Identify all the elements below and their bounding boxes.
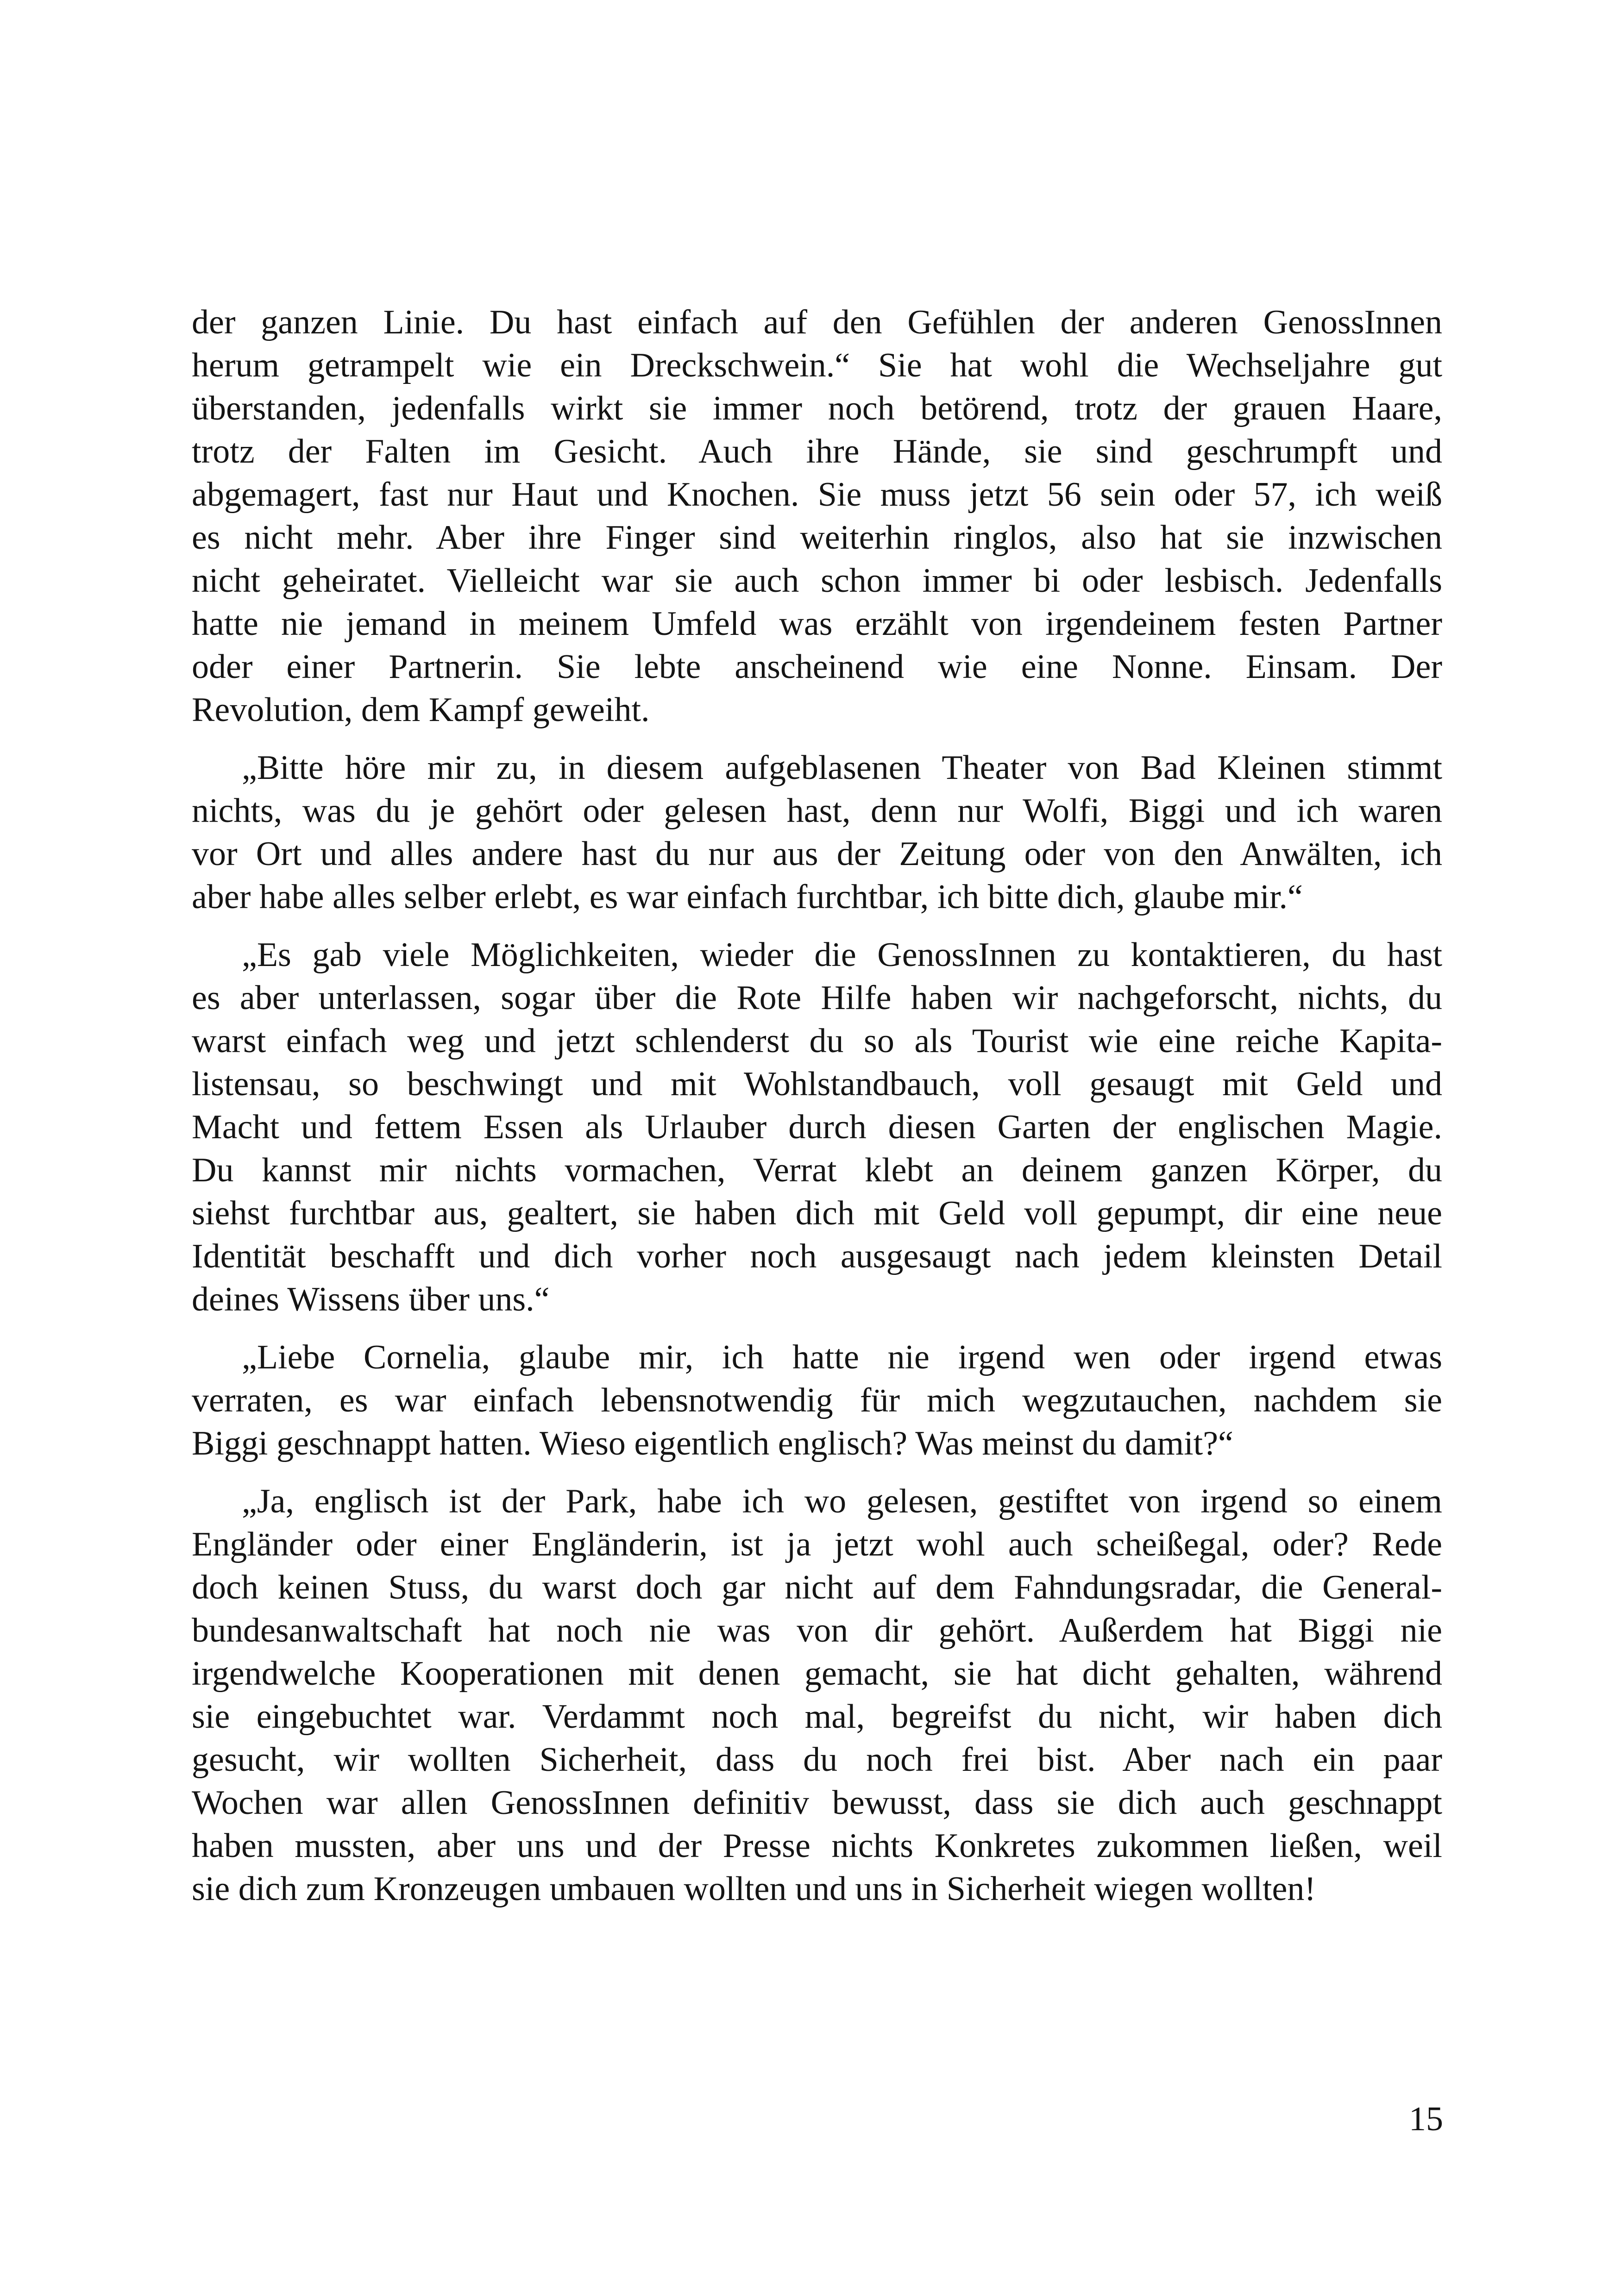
text-line: herum getrampelt wie ein Dreckschwein.“ Sie hat wohl die Wechseljahre gut xyxy=(192,346,1442,384)
body-text xyxy=(192,301,1442,1911)
page-number: 15 xyxy=(1409,2100,1443,2138)
text-line: aber habe alles selber erlebt, es war einfach furchtbar, ich bitte dich, glaube mir.“ xyxy=(192,878,1303,916)
text-line: „Es gab viele Möglichkeiten, wieder die GenossInnen zu kontaktieren, du hast xyxy=(242,936,1442,974)
text-line: warst einfach weg und jetzt schlenderst du so als Tourist wie eine reiche Kapita- xyxy=(192,1022,1442,1060)
text-line: nichts, was du je gehört oder gelesen hast, denn nur Wolfi, Biggi und ich waren xyxy=(192,792,1442,830)
text-line: haben mussten, aber uns und der Presse nichts Konkretes zukommen ließen, weil xyxy=(192,1827,1442,1865)
paragraph xyxy=(192,301,1442,732)
text-line: es aber unterlassen, sogar über die Rote Hilfe haben wir nachgeforscht, nichts, du xyxy=(192,979,1442,1017)
paragraph xyxy=(192,1480,1442,1911)
text-line: nicht geheiratet. Vielleicht war sie auch schon immer bi oder lesbisch. Jedenfalls xyxy=(192,562,1442,600)
text-line: deines Wissens über uns.“ xyxy=(192,1280,550,1318)
text-line: bundesanwaltschaft hat noch nie was von dir gehört. Außerdem hat Biggi nie xyxy=(192,1612,1442,1650)
text-line: überstanden, jedenfalls wirkt sie immer noch betörend, trotz der grauen Haare, xyxy=(192,389,1442,427)
text-line: gesucht, wir wollten Sicherheit, dass du noch frei bist. Aber nach ein paar xyxy=(192,1741,1442,1779)
text-line: Engländer oder einer Engländerin, ist ja jetzt wohl auch scheißegal, oder? Rede xyxy=(192,1525,1442,1563)
text-line: es nicht mehr. Aber ihre Finger sind weiterhin ringlos, also hat sie inzwischen xyxy=(192,519,1442,557)
text-line: Identität beschafft und dich vorher noch ausgesaugt nach jedem kleinsten Detail xyxy=(192,1237,1442,1275)
text-line: der ganzen Linie. Du hast einfach auf den Gefühlen der anderen GenossInnen xyxy=(192,303,1442,341)
text-line: verraten, es war einfach lebensnotwendig für mich wegzutauchen, nachdem sie xyxy=(192,1381,1442,1419)
text-line: Du kannst mir nichts vormachen, Verrat klebt an deinem ganzen Körper, du xyxy=(192,1151,1442,1189)
text-line: sie dich zum Kronzeugen umbauen wollten und uns in Sicherheit wiegen wollten! xyxy=(192,1870,1316,1908)
text-line: irgendwelche Kooperationen mit denen gemacht, sie hat dicht gehalten, während xyxy=(192,1655,1442,1693)
text-line: Revolution, dem Kampf geweiht. xyxy=(192,691,650,729)
text-line: hatte nie jemand in meinem Umfeld was erzählt von irgendeinem festen Partner xyxy=(192,605,1442,643)
text-line: „Bitte höre mir zu, in diesem aufgeblasenen Theater von Bad Kleinen stimmt xyxy=(242,749,1442,787)
text-line: „Liebe Cornelia, glaube mir, ich hatte nie irgend wen oder irgend etwas xyxy=(242,1338,1442,1376)
text-line: oder einer Partnerin. Sie lebte anscheinend wie eine Nonne. Einsam. Der xyxy=(192,648,1442,686)
paragraph xyxy=(192,747,1442,919)
text-line: Biggi geschnappt hatten. Wieso eigentlich englisch? Was meinst du damit?“ xyxy=(192,1424,1233,1462)
paragraph xyxy=(192,934,1442,1321)
text-line: siehst furchtbar aus, gealtert, sie haben dich mit Geld voll gepumpt, dir eine neue xyxy=(192,1194,1442,1232)
text-line: doch keinen Stuss, du warst doch gar nicht auf dem Fahndungsradar, die General- xyxy=(192,1568,1442,1606)
text-line: Wochen war allen GenossInnen definitiv bewusst, dass sie dich auch geschnappt xyxy=(192,1784,1442,1822)
text-line: vor Ort und alles andere hast du nur aus der Zeitung oder von den Anwälten, ich xyxy=(192,835,1442,873)
text-line: „Ja, englisch ist der Park, habe ich wo gelesen, gestiftet von irgend so einem xyxy=(242,1482,1442,1520)
text-line: listensau, so beschwingt und mit Wohlstandbauch, voll gesaugt mit Geld und xyxy=(192,1065,1442,1103)
text-line: sie eingebuchtet war. Verdammt noch mal, begreifst du nicht, wir haben dich xyxy=(192,1698,1442,1736)
text-line: Macht und fettem Essen als Urlauber durch diesen Garten der englischen Magie. xyxy=(192,1108,1442,1146)
paragraph xyxy=(192,1336,1442,1465)
text-line: trotz der Falten im Gesicht. Auch ihre Hände, sie sind geschrumpft und xyxy=(192,433,1442,470)
text-line: abgemagert, fast nur Haut und Knochen. Sie muss jetzt 56 sein oder 57, ich weiß xyxy=(192,476,1442,514)
